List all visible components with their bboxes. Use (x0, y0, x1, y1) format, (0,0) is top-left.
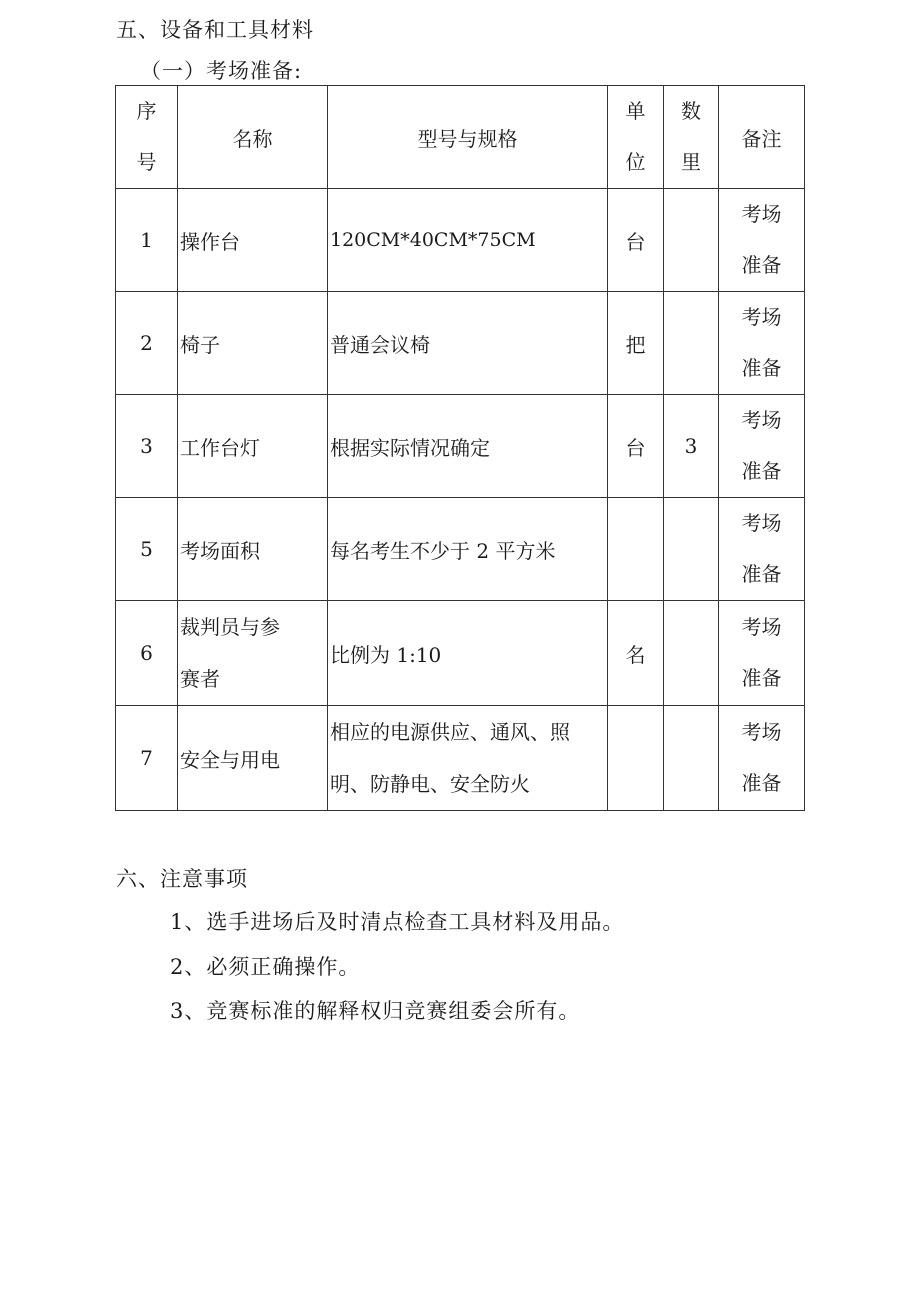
cell-seq: 5 (116, 498, 178, 601)
cell-qty (664, 706, 719, 811)
cell-seq: 7 (116, 706, 178, 811)
cell-spec: 每名考生不少于 2 平方米 (328, 498, 608, 601)
cell-name: 椅子 (178, 292, 328, 395)
table-row (116, 189, 805, 292)
cell-qty (664, 292, 719, 395)
section-6-title: 六、注意事项 (116, 867, 248, 891)
cell-spec: 普通会议椅 (328, 292, 608, 395)
subsection-title: （一）考场准备: (140, 59, 303, 83)
notice-item: 3、竞赛标准的解释权归竞赛组委会所有。 (170, 999, 581, 1023)
cell-unit: 台 (608, 189, 664, 292)
cell-spec: 相应的电源供应、通风、照 明、防静电、安全防火 (328, 706, 608, 811)
notice-item: 2、必须正确操作。 (170, 955, 361, 979)
cell-unit: 台 (608, 395, 664, 498)
cell-remark: 考场 准备 (719, 706, 805, 811)
table-header-row (116, 86, 805, 189)
cell-unit (608, 706, 664, 811)
cell-remark: 考场 准备 (719, 189, 805, 292)
table-row (116, 601, 805, 706)
cell-spec: 120CM*40CM*75CM (328, 189, 608, 292)
cell-unit: 把 (608, 292, 664, 395)
cell-unit (608, 498, 664, 601)
cell-seq: 1 (116, 189, 178, 292)
header-spec: 型号与规格 (328, 86, 608, 189)
header-name: 名称 (178, 86, 328, 189)
cell-remark: 考场 准备 (719, 395, 805, 498)
cell-name: 考场面积 (178, 498, 328, 601)
header-seq: 序 号 (116, 86, 178, 189)
cell-remark: 考场 准备 (719, 498, 805, 601)
table-row (116, 706, 805, 811)
cell-qty: 3 (664, 395, 719, 498)
header-unit: 单 位 (608, 86, 664, 189)
cell-remark: 考场 准备 (719, 601, 805, 706)
table-row (116, 498, 805, 601)
notice-item: 1、选手进场后及时清点检查工具材料及用品。 (170, 910, 625, 934)
cell-spec: 根据实际情况确定 (328, 395, 608, 498)
cell-qty (664, 601, 719, 706)
section-5-title: 五、设备和工具材料 (116, 18, 314, 42)
cell-qty (664, 498, 719, 601)
cell-spec: 比例为 1:10 (328, 601, 608, 706)
table-row (116, 292, 805, 395)
cell-name: 操作台 (178, 189, 328, 292)
header-qty: 数 里 (664, 86, 719, 189)
table-row (116, 395, 805, 498)
header-remark: 备注 (719, 86, 805, 189)
cell-qty (664, 189, 719, 292)
cell-name: 裁判员与参 赛者 (178, 601, 328, 706)
cell-remark: 考场 准备 (719, 292, 805, 395)
cell-seq: 6 (116, 601, 178, 706)
cell-seq: 2 (116, 292, 178, 395)
equipment-table (115, 85, 805, 811)
cell-name: 安全与用电 (178, 706, 328, 811)
cell-unit: 名 (608, 601, 664, 706)
cell-seq: 3 (116, 395, 178, 498)
cell-name: 工作台灯 (178, 395, 328, 498)
